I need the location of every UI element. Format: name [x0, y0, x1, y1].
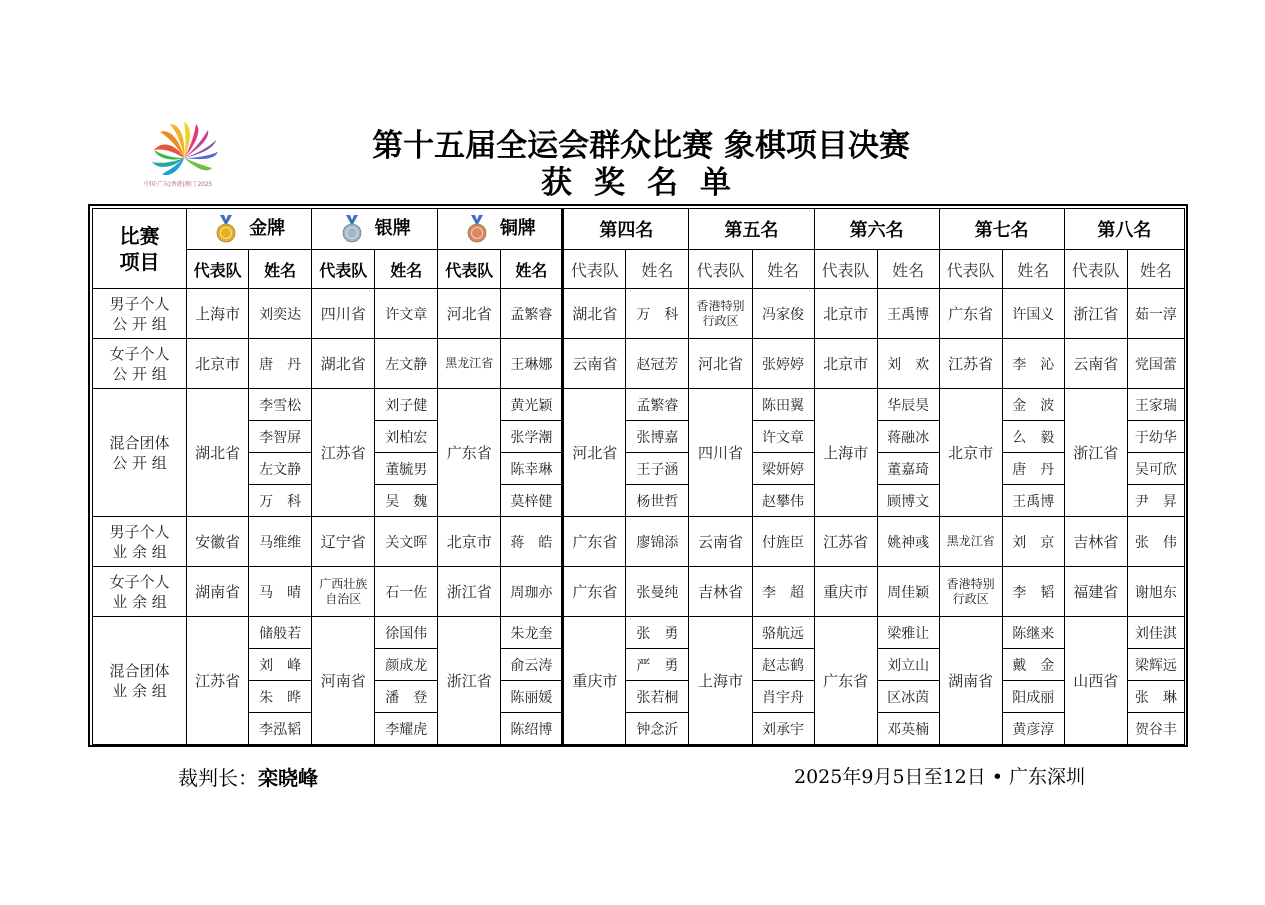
name-cell: 马维维	[249, 517, 312, 567]
header-name-label: 姓名	[1127, 250, 1184, 289]
name-cell: 梁雅让	[877, 617, 939, 649]
name-cell: 张 勇	[626, 617, 689, 649]
team-cell: 广东省	[814, 617, 877, 745]
team-cell: 上海市	[187, 289, 249, 339]
header-name-label: 姓名	[626, 250, 689, 289]
team-cell: 云南省	[1064, 339, 1127, 389]
name-cell: 左文静	[375, 339, 438, 389]
table-row	[93, 649, 1185, 681]
team-cell: 浙江省	[1064, 289, 1127, 339]
name-cell: 冯家俊	[752, 289, 814, 339]
name-cell: 张婷婷	[752, 339, 814, 389]
team-cell: 河北省	[563, 389, 626, 517]
name-cell: 蒋融冰	[877, 421, 939, 453]
header-place-label: 第六名	[849, 220, 904, 241]
name-cell: 董嘉琦	[877, 453, 939, 485]
name-cell: 张学潮	[501, 421, 563, 453]
table-row	[93, 567, 1185, 617]
name-cell: 孟繁睿	[501, 289, 563, 339]
name-cell: 王禹博	[1002, 485, 1064, 517]
name-cell: 万 科	[249, 485, 312, 517]
date-place: 2025年9月5日至12日 • 广东深圳	[794, 766, 1085, 788]
team-cell: 香港特别 行政区	[939, 567, 1002, 617]
team-cell: 浙江省	[438, 567, 501, 617]
name-cell: 左文静	[249, 453, 312, 485]
name-cell: 黄彦淳	[1002, 713, 1064, 745]
header-team-label: 代表队	[312, 250, 375, 289]
header-place-label: 第七名	[974, 220, 1029, 241]
header-name-label: 姓名	[877, 250, 939, 289]
table-row	[93, 681, 1185, 713]
header-category: 比赛 项目	[93, 209, 187, 289]
header-place-label: 银牌	[374, 218, 411, 239]
name-cell: 钟念沂	[626, 713, 689, 745]
name-cell: 姚神彧	[877, 517, 939, 567]
table-row	[93, 485, 1185, 517]
category-cell: 混合团体 业 余 组	[93, 617, 187, 745]
name-cell: 王子涵	[626, 453, 689, 485]
name-cell: 党国蕾	[1127, 339, 1184, 389]
team-cell: 香港特别 行政区	[689, 289, 752, 339]
header-place-4	[563, 209, 689, 250]
name-cell: 陈继来	[1002, 617, 1064, 649]
name-cell: 张曼纯	[626, 567, 689, 617]
table-row	[93, 517, 1185, 567]
team-cell: 吉林省	[1064, 517, 1127, 567]
name-cell: 王禹博	[877, 289, 939, 339]
name-cell: 华辰昊	[877, 389, 939, 421]
name-cell: 唐 丹	[1002, 453, 1064, 485]
name-cell: 蒋 皓	[501, 517, 563, 567]
name-cell: 杨世哲	[626, 485, 689, 517]
name-cell: 赵冠芳	[626, 339, 689, 389]
page-title: 第十五届全运会群众比赛 象棋项目决赛	[372, 128, 910, 164]
header-name-label: 姓名	[249, 250, 312, 289]
table-row	[93, 453, 1185, 485]
name-cell: 肖宇舟	[752, 681, 814, 713]
header-name-label: 姓名	[752, 250, 814, 289]
name-cell: 区冰茵	[877, 681, 939, 713]
team-cell: 黑龙江省	[939, 517, 1002, 567]
gold-medal-icon	[213, 214, 239, 244]
team-cell: 安徽省	[187, 517, 249, 567]
name-cell: 黄光颖	[501, 389, 563, 421]
name-cell: 刘 京	[1002, 517, 1064, 567]
name-cell: 周佳颖	[877, 567, 939, 617]
table-row	[93, 421, 1185, 453]
category-cell: 男子个人 公 开 组	[93, 289, 187, 339]
header-place-2	[312, 209, 438, 250]
header-name-label: 姓名	[375, 250, 438, 289]
header-row-labels	[93, 250, 1185, 289]
name-cell: 颜成龙	[375, 649, 438, 681]
team-cell: 云南省	[563, 339, 626, 389]
name-cell: 李 沁	[1002, 339, 1064, 389]
header-place-3	[438, 209, 563, 250]
name-cell: 刘承宇	[752, 713, 814, 745]
team-cell: 北京市	[438, 517, 501, 567]
category-cell: 混合团体 公 开 组	[93, 389, 187, 517]
team-cell: 河北省	[689, 339, 752, 389]
table-row	[93, 617, 1185, 649]
name-cell: 邓英楠	[877, 713, 939, 745]
name-cell: 陈丽媛	[501, 681, 563, 713]
name-cell: 唐 丹	[249, 339, 312, 389]
name-cell: 俞云涛	[501, 649, 563, 681]
category-cell: 女子个人 公 开 组	[93, 339, 187, 389]
header-team-label: 代表队	[187, 250, 249, 289]
team-cell: 广东省	[438, 389, 501, 517]
name-cell: 李泓韬	[249, 713, 312, 745]
name-cell: 尹 昇	[1127, 485, 1184, 517]
team-cell: 河北省	[438, 289, 501, 339]
name-cell: 储般若	[249, 617, 312, 649]
name-cell: 吴 魏	[375, 485, 438, 517]
name-cell: 马 晴	[249, 567, 312, 617]
team-cell: 北京市	[939, 389, 1002, 517]
name-cell: 骆航远	[752, 617, 814, 649]
name-cell: 周珈亦	[501, 567, 563, 617]
name-cell: 董毓男	[375, 453, 438, 485]
header-place-label: 铜牌	[499, 218, 536, 239]
name-cell: 石一佐	[375, 567, 438, 617]
logo-caption: 中国·广东|香港|澳门 2025	[144, 181, 212, 188]
name-cell: 张 琳	[1127, 681, 1184, 713]
header-place-6	[814, 209, 939, 250]
award-table-frame	[88, 204, 1188, 747]
name-cell: 刘子健	[375, 389, 438, 421]
name-cell: 么 毅	[1002, 421, 1064, 453]
name-cell: 严 勇	[626, 649, 689, 681]
name-cell: 戴 金	[1002, 649, 1064, 681]
name-cell: 李 韬	[1002, 567, 1064, 617]
header-place-label: 金牌	[249, 218, 286, 239]
name-cell: 张若桐	[626, 681, 689, 713]
name-cell: 梁辉远	[1127, 649, 1184, 681]
name-cell: 朱 晔	[249, 681, 312, 713]
name-cell: 廖锦添	[626, 517, 689, 567]
header-team-label: 代表队	[1064, 250, 1127, 289]
team-cell: 广东省	[563, 567, 626, 617]
team-cell: 重庆市	[563, 617, 626, 745]
header-place-8	[1064, 209, 1184, 250]
team-cell: 北京市	[187, 339, 249, 389]
team-cell: 北京市	[814, 339, 877, 389]
team-cell: 云南省	[689, 517, 752, 567]
category-cell: 女子个人 业 余 组	[93, 567, 187, 617]
name-cell: 付旌臣	[752, 517, 814, 567]
team-cell: 四川省	[689, 389, 752, 517]
header-place-label: 第四名	[599, 220, 654, 241]
team-cell: 山西省	[1064, 617, 1127, 745]
name-cell: 关文晖	[375, 517, 438, 567]
header-place-label: 第五名	[724, 220, 779, 241]
category-cell: 男子个人 业 余 组	[93, 517, 187, 567]
page-subtitle: 获奖名单	[541, 165, 753, 201]
name-cell: 赵志鹤	[752, 649, 814, 681]
header-place-1	[187, 209, 312, 250]
name-cell: 朱龙奎	[501, 617, 563, 649]
header-team-label: 代表队	[563, 250, 626, 289]
header-team-label: 代表队	[814, 250, 877, 289]
header-name-label: 姓名	[501, 250, 563, 289]
name-cell: 吴可欣	[1127, 453, 1184, 485]
table-row	[93, 389, 1185, 421]
team-cell: 江苏省	[814, 517, 877, 567]
name-cell: 陈绍博	[501, 713, 563, 745]
name-cell: 贺谷丰	[1127, 713, 1184, 745]
team-cell: 辽宁省	[312, 517, 375, 567]
name-cell: 于幼华	[1127, 421, 1184, 453]
team-cell: 湖北省	[312, 339, 375, 389]
team-cell: 广东省	[939, 289, 1002, 339]
header-place-label: 第八名	[1097, 220, 1152, 241]
referee-line	[178, 762, 318, 791]
table-row	[93, 289, 1185, 339]
team-cell: 福建省	[1064, 567, 1127, 617]
header-place-7	[939, 209, 1064, 250]
name-cell: 刘 欢	[877, 339, 939, 389]
team-cell: 重庆市	[814, 567, 877, 617]
name-cell: 茹一淳	[1127, 289, 1184, 339]
name-cell: 许国义	[1002, 289, 1064, 339]
name-cell: 陈田翼	[752, 389, 814, 421]
name-cell: 许文章	[752, 421, 814, 453]
name-cell: 刘佳淇	[1127, 617, 1184, 649]
name-cell: 刘柏宏	[375, 421, 438, 453]
name-cell: 刘奕达	[249, 289, 312, 339]
name-cell: 张 伟	[1127, 517, 1184, 567]
header-name-label: 姓名	[1002, 250, 1064, 289]
team-cell: 广西壮族 自治区	[312, 567, 375, 617]
silver-medal-icon	[339, 214, 365, 244]
name-cell: 潘 登	[375, 681, 438, 713]
name-cell: 李智屏	[249, 421, 312, 453]
team-cell: 上海市	[814, 389, 877, 517]
referee-name: 栾晓峰	[258, 766, 318, 790]
team-cell: 广东省	[563, 517, 626, 567]
team-cell: 四川省	[312, 289, 375, 339]
team-cell: 吉林省	[689, 567, 752, 617]
table-row	[93, 339, 1185, 389]
name-cell: 李耀虎	[375, 713, 438, 745]
team-cell: 湖南省	[187, 567, 249, 617]
name-cell: 顾博文	[877, 485, 939, 517]
name-cell: 金 波	[1002, 389, 1064, 421]
name-cell: 万 科	[626, 289, 689, 339]
team-cell: 河南省	[312, 617, 375, 745]
name-cell: 张博嘉	[626, 421, 689, 453]
name-cell: 李雪松	[249, 389, 312, 421]
table-row	[93, 713, 1185, 745]
team-cell: 湖北省	[563, 289, 626, 339]
name-cell: 梁妍婷	[752, 453, 814, 485]
team-cell: 北京市	[814, 289, 877, 339]
team-cell: 江苏省	[187, 617, 249, 745]
team-cell: 江苏省	[939, 339, 1002, 389]
bronze-medal-icon	[464, 214, 490, 244]
name-cell: 徐国伟	[375, 617, 438, 649]
name-cell: 赵攀伟	[752, 485, 814, 517]
header-row-places	[93, 209, 1185, 250]
name-cell: 阳成丽	[1002, 681, 1064, 713]
name-cell: 王家瑞	[1127, 389, 1184, 421]
name-cell: 刘 峰	[249, 649, 312, 681]
name-cell: 刘立山	[877, 649, 939, 681]
award-table	[92, 208, 1185, 745]
team-cell: 浙江省	[1064, 389, 1127, 517]
team-cell: 湖北省	[187, 389, 249, 517]
referee-label: 裁判长：	[178, 766, 258, 790]
name-cell: 李 超	[752, 567, 814, 617]
header-team-label: 代表队	[689, 250, 752, 289]
header-team-label: 代表队	[438, 250, 501, 289]
name-cell: 谢旭东	[1127, 567, 1184, 617]
name-cell: 孟繁睿	[626, 389, 689, 421]
team-cell: 浙江省	[438, 617, 501, 745]
name-cell: 陈幸琳	[501, 453, 563, 485]
header-place-5	[689, 209, 814, 250]
team-cell: 湖南省	[939, 617, 1002, 745]
team-cell: 黑龙江省	[438, 339, 501, 389]
team-cell: 上海市	[689, 617, 752, 745]
name-cell: 许文章	[375, 289, 438, 339]
header-team-label: 代表队	[939, 250, 1002, 289]
team-cell: 江苏省	[312, 389, 375, 517]
name-cell: 莫梓健	[501, 485, 563, 517]
name-cell: 王琳娜	[501, 339, 563, 389]
